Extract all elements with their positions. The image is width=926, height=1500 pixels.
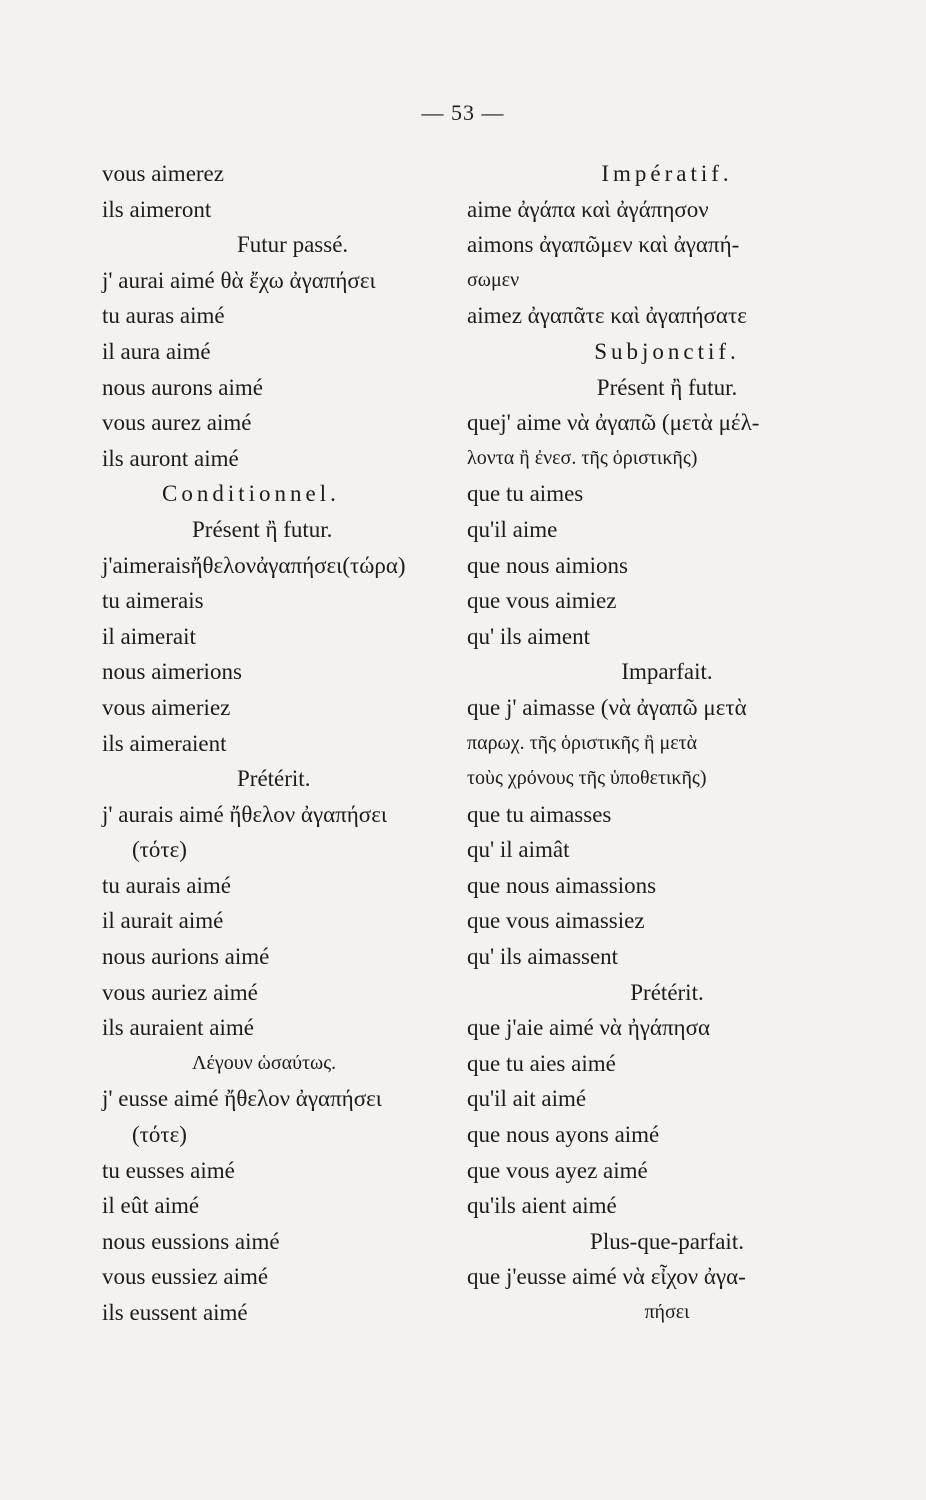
right-column-line: λοντα ἢ ἐνεσ. τῆς ὁριστικῆς) (467, 446, 698, 469)
right-column-line: que tu aimasses (467, 801, 612, 827)
right-column-line: aime ἀγάπα καὶ ἀγάπησον (467, 196, 709, 222)
left-column-line: tu eusses aimé (102, 1157, 235, 1183)
right-column-line: que vous aimiez (467, 588, 617, 614)
left-column-line: nous aurons aimé (102, 374, 263, 400)
right-column-line: aimons ἀγαπῶμεν καὶ ἀγαπή- (467, 232, 740, 258)
left-column-line: il eût aimé (102, 1193, 200, 1219)
left-column-line: j' eusse aimé ἤθελον ἀγαπήσει (102, 1086, 382, 1112)
left-column-line: (τότε) (132, 837, 187, 863)
left-column-line: il aurait aimé (102, 908, 224, 934)
left-column-line: Conditionnel. (162, 481, 340, 507)
right-column-line: qu' ils aimassent (467, 944, 619, 970)
left-column-line: j' aurai aimé θὰ ἔχω ἀγαπήσει (102, 267, 376, 293)
left-column-line: Présent ἢ futur. (192, 516, 333, 542)
left-column-line: vous aimerez (102, 161, 224, 186)
left-column-line: j'aimeraisἤθελονἀγαπήσει(τώρα) (102, 552, 406, 578)
right-column-line: que tu aimes (467, 481, 584, 507)
left-column-line: ils aimeront (102, 196, 212, 222)
left-column-line: nous aurions aimé (102, 944, 270, 970)
left-column-line: vous auriez aimé (102, 979, 258, 1005)
right-column (467, 156, 867, 1331)
left-column (102, 156, 472, 1331)
left-column-line: tu auras aimé (102, 303, 225, 329)
left-column-line: nous aimerions (102, 659, 242, 685)
left-column-line: il aura aimé (102, 338, 211, 364)
right-column-line: aimez ἀγαπᾶτε καὶ ἀγαπήσατε (467, 303, 747, 329)
left-column-line: nous eussions aimé (102, 1228, 280, 1254)
right-column-line: Présent ἢ futur. (596, 374, 738, 400)
left-column-line: ils aimeraient (102, 730, 227, 756)
left-column-line: vous aimeriez (102, 694, 231, 720)
right-column-line: qu'il aime (467, 516, 558, 542)
left-column-line: ils auraient aimé (102, 1015, 254, 1041)
right-column-line: quej' aime νὰ ἀγαπῶ (μετὰ μέλ- (467, 410, 760, 436)
right-column-line: Imparfait. (621, 659, 713, 685)
right-column-line: qu' il aimât (467, 837, 570, 863)
right-column-line: τοὺς χρόνους τῆς ὑποθετικῆς) (467, 767, 707, 790)
right-column-line: que nous aimassions (467, 872, 657, 898)
left-column-line: tu aimerais (102, 588, 204, 614)
right-column-line: Prétérit. (630, 979, 704, 1005)
left-column-line: ils auront aimé (102, 445, 239, 471)
page-number: — 53 — (421, 100, 505, 125)
left-column-line: tu aurais aimé (102, 872, 232, 898)
left-column-line: vous eussiez aimé (102, 1264, 269, 1290)
left-column-line: ils eussent aimé (102, 1300, 248, 1325)
left-column-line: Prétérit. (237, 766, 311, 792)
left-column-line: (τότε) (132, 1122, 187, 1148)
right-column-line: que tu aies aimé (467, 1050, 616, 1076)
right-column-line: que nous aimions (467, 552, 628, 578)
right-column-line: qu' ils aiment (467, 623, 590, 649)
right-column-line: que vous ayez aimé (467, 1157, 648, 1183)
right-column-line: que j'eusse aimé νὰ εἶχον ἀγα- (467, 1264, 746, 1290)
left-column-line: vous aurez aimé (102, 410, 252, 436)
right-column-line: que nous ayons aimé (467, 1122, 660, 1148)
right-column-line: σωμεν (467, 268, 520, 291)
left-column-line: il aimerait (102, 623, 196, 649)
right-column-line: πήσει (644, 1301, 690, 1323)
right-column-line: que j'aie aimé νὰ ἠγάπησα (467, 1015, 711, 1041)
right-column-line: que j' aimasse (νὰ ἀγαπῶ μετὰ (467, 694, 747, 720)
right-column-line: παρωχ. τῆς ὁριστικῆς ἢ μετὰ (467, 731, 698, 754)
right-column-line: Subjonctif. (594, 338, 740, 364)
right-column-line: qu'il ait aimé (467, 1086, 587, 1112)
left-column-line: Λέγουν ὡσαύτως. (192, 1051, 337, 1074)
right-column-line: Impératif. (601, 161, 733, 186)
right-column-line: que vous aimassiez (467, 908, 645, 934)
left-column-line: j' aurais aimé ἤθελον ἀγαπήσει (102, 801, 388, 827)
right-column-line: qu'ils aient aimé (467, 1193, 617, 1219)
right-column-line: Plus-que-parfait. (590, 1228, 744, 1254)
left-column-line: Futur passé. (237, 232, 349, 258)
